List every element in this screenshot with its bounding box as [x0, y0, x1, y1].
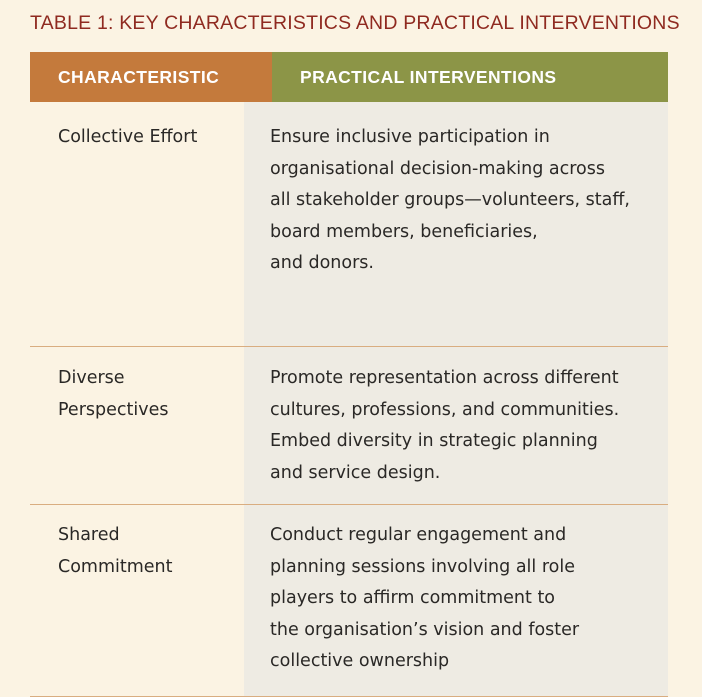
characteristic-cell	[30, 102, 244, 346]
intervention-text: and donors.	[270, 253, 374, 273]
characteristic-cell	[30, 505, 244, 696]
table-row	[30, 505, 668, 697]
intervention-text: and service design.	[270, 462, 441, 483]
intervention-text: all stakeholder groups—volunteers, staff,	[270, 190, 630, 210]
characteristic-text: Perspectives	[58, 399, 169, 420]
table-header-row	[30, 52, 668, 102]
intervention-text: planning sessions involving all role	[270, 556, 575, 577]
intervention-cell	[244, 102, 668, 346]
intervention-text: Promote representation across different	[270, 368, 619, 388]
intervention-text: cultures, professions, and communities.	[270, 399, 620, 420]
intervention-text: Conduct regular engagement and	[270, 525, 567, 545]
column-header-characteristic: CHARACTERISTIC	[30, 52, 272, 102]
intervention-text: players to affirm commitment to	[270, 588, 556, 608]
intervention-text: Ensure inclusive participation in	[270, 127, 550, 147]
intervention-text: board members, beneficiaries,	[270, 221, 538, 242]
characteristic-text: Shared	[58, 525, 120, 545]
intervention-text: Embed diversity in strategic planning	[270, 431, 598, 451]
characteristics-table	[30, 52, 668, 697]
column-header-interventions: PRACTICAL INTERVENTIONS	[272, 52, 668, 102]
intervention-cell	[244, 347, 668, 504]
characteristic-cell	[30, 347, 244, 504]
intervention-text: the organisation’s vision and foster	[270, 619, 580, 640]
characteristic-text: Diverse	[58, 368, 125, 388]
intervention-text: organisational decision-making across	[270, 158, 605, 179]
intervention-text: collective ownership	[270, 651, 450, 671]
intervention-cell	[244, 505, 668, 696]
table-row	[30, 102, 668, 347]
characteristic-text: Collective Effort	[58, 127, 198, 147]
table-title: TABLE 1: KEY CHARACTERISTICS AND PRACTICAL INTERVENTIONS	[30, 12, 680, 34]
characteristic-text: Commitment	[58, 556, 173, 577]
table-row	[30, 347, 668, 505]
